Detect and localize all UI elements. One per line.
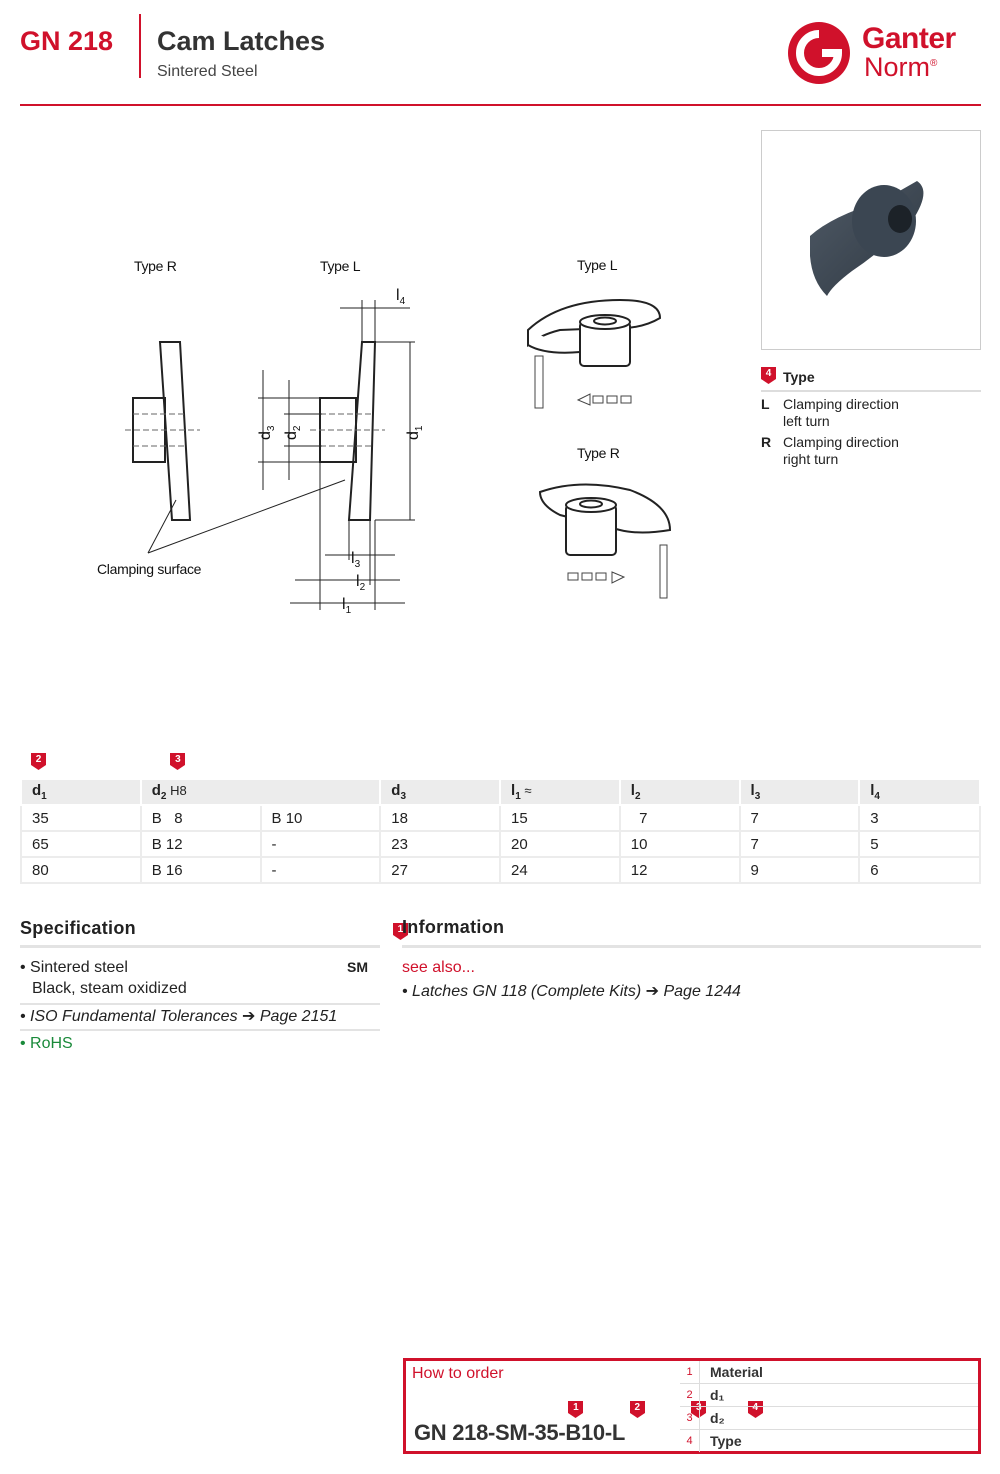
see-also-label: see also... [402, 959, 475, 976]
cell-l4: 3 [859, 805, 980, 831]
cell-l3: 7 [740, 831, 860, 857]
col-l4: $l_4$ [859, 779, 980, 805]
order-badge-3: 3 [691, 1401, 706, 1418]
spec-item-tolerances-link[interactable]: • ISO Fundamental Tolerances ➔ Page 2151 [20, 1008, 338, 1025]
type-legend-title: Type [783, 369, 815, 385]
d1-badge: 2 [31, 753, 46, 770]
material-badge: 1 [393, 923, 408, 940]
product-photo [761, 130, 981, 350]
clamping-surface-label: Clamping surface [97, 561, 202, 577]
cell-d2a: B 16 [141, 857, 261, 883]
type-r-iso-label: Type R [577, 445, 620, 461]
d2-badge: 3 [170, 753, 185, 770]
cell-l1: 15 [500, 805, 620, 831]
dim-l1: $l_1$ [342, 596, 352, 616]
specification-title: Specification [20, 918, 136, 938]
type-badge: 4 [761, 367, 776, 384]
cell-d3: 23 [380, 831, 500, 857]
cell-l1: 24 [500, 857, 620, 883]
cell-l2: 7 [620, 805, 740, 831]
order-row-type: 4 Type [680, 1430, 978, 1453]
cell-l3: 7 [740, 805, 860, 831]
cell-d2b: - [261, 857, 381, 883]
spec-item-material: • Sintered steel SM Black, steam oxidized [20, 959, 368, 997]
order-badge-2: 2 [630, 1401, 645, 1418]
type-legend-header [761, 367, 981, 389]
cam-latch-image [762, 131, 980, 349]
col-l1: $l_1$ ≈ [500, 779, 620, 805]
table-header-row [21, 779, 980, 805]
cell-d1: 65 [21, 831, 141, 857]
order-badge-4: 4 [748, 1401, 763, 1418]
table-row [21, 805, 980, 831]
information-rule [402, 945, 981, 948]
dim-l3: $l_3$ [351, 550, 361, 570]
cell-l1: 20 [500, 831, 620, 857]
brand-name: Ganter [862, 22, 956, 55]
dim-d3: $d_3$ [257, 425, 277, 440]
spec-divider [20, 1003, 380, 1005]
spec-divider [20, 1029, 380, 1031]
cell-d3: 18 [380, 805, 500, 831]
how-to-order-title: How to order [412, 1365, 504, 1382]
col-d1: $d_1$ [21, 779, 141, 805]
cell-d1: 35 [21, 805, 141, 831]
information-title: Information [402, 917, 505, 937]
cell-d2b: B 10 [261, 805, 381, 831]
cell-d2a: B 12 [141, 831, 261, 857]
order-row-d1: 2 d₁ [680, 1384, 978, 1407]
table-row [21, 857, 980, 883]
brand-name-2: Norm® [864, 52, 938, 82]
dim-d1: $d_1$ [405, 425, 425, 440]
col-d3: $d_3$ [380, 779, 500, 805]
product-code: GN 218 [20, 26, 114, 56]
cell-d1: 80 [21, 857, 141, 883]
cell-d2b: - [261, 831, 381, 857]
info-item-latches-link[interactable]: • Latches GN 118 (Complete Kits) ➔ Page 1244 [402, 983, 741, 1000]
dimensions-table [20, 778, 981, 884]
type-r-label: Type R [134, 258, 177, 274]
cell-l2: 10 [620, 831, 740, 857]
order-legend [680, 1361, 978, 1451]
cell-l4: 5 [859, 831, 980, 857]
cell-l2: 12 [620, 857, 740, 883]
table-row [21, 831, 980, 857]
order-row-d2: 3 d₂ [680, 1407, 978, 1430]
cell-d2a: B 8 [141, 805, 261, 831]
dim-d2: $d_2$ [283, 425, 303, 440]
dim-l2: $l_2$ [356, 573, 366, 593]
order-badge-1: 1 [568, 1401, 583, 1418]
col-l3: $l_3$ [740, 779, 860, 805]
dim-l4: $l_4$ [396, 287, 406, 307]
specification-rule [20, 945, 380, 948]
type-l-label: Type L [320, 258, 361, 274]
page-title: Cam Latches [157, 26, 326, 56]
cell-d3: 27 [380, 857, 500, 883]
type-legend-rule [761, 390, 981, 392]
type-l-iso-label: Type L [577, 257, 618, 273]
page-subtitle: Sintered Steel [157, 63, 258, 80]
order-row-material: 1 Material [680, 1361, 978, 1384]
cell-l3: 9 [740, 857, 860, 883]
cell-l4: 6 [859, 857, 980, 883]
material-code: SM [347, 959, 368, 975]
col-l2: $l_2$ [620, 779, 740, 805]
type-item-r: R Clamping direction right turn [761, 434, 899, 467]
order-code: GN 218-SM-35-B10-L [414, 1420, 625, 1445]
type-item-l: L Clamping direction left turn [761, 396, 899, 429]
col-d2: $d_2$ H8 [141, 779, 381, 805]
spec-item-rohs: • RoHS [20, 1035, 73, 1052]
